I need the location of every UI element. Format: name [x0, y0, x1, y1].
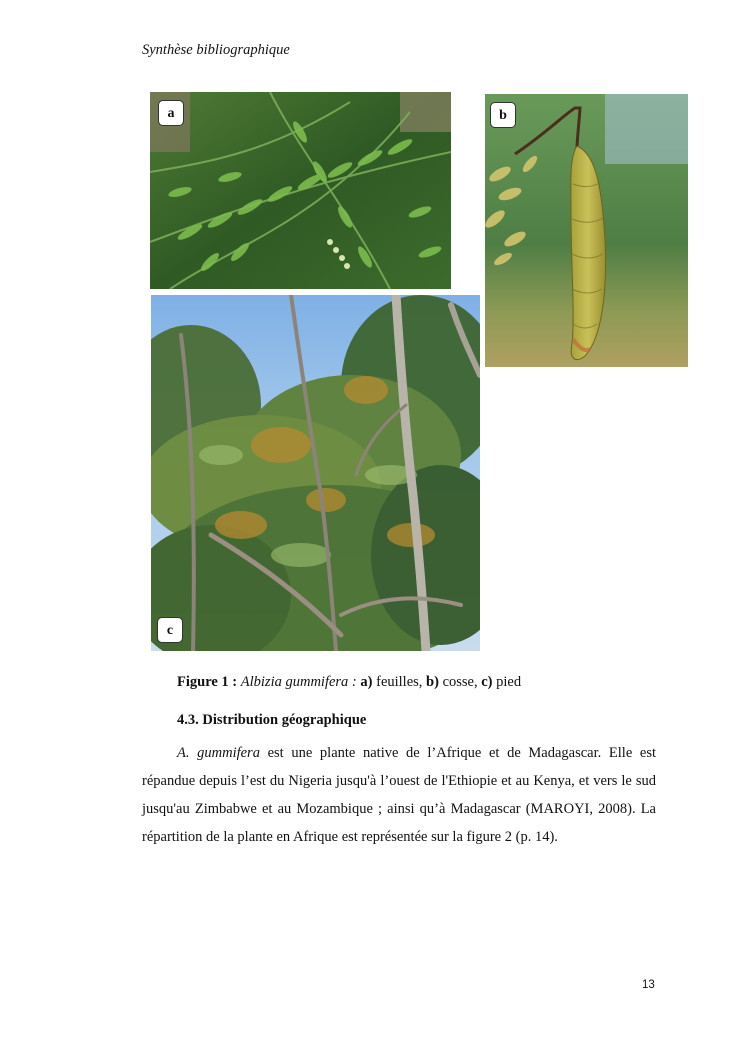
paragraph-species: A. gummifera	[177, 745, 260, 761]
caption-a-label: a)	[360, 674, 373, 690]
leaves-photo-icon	[150, 92, 451, 289]
caption-species: Albizia gummifera :	[240, 674, 357, 690]
leaves-photo	[150, 92, 451, 289]
running-header: Synthèse bibliographique	[142, 42, 290, 58]
caption-c-label: c)	[481, 674, 493, 690]
caption-a-text: feuilles,	[372, 674, 427, 690]
tree-photo-icon	[151, 295, 480, 651]
page-number: 13	[642, 979, 655, 991]
body-paragraph	[142, 739, 656, 851]
panel-label-c: c	[157, 617, 183, 643]
caption-b-label: b)	[426, 674, 439, 690]
tree-photo	[151, 295, 480, 651]
panel-label-b: b	[490, 102, 516, 128]
paragraph-text: est une plante native de l’Afrique et de Madagascar. Elle est répandue depuis l’est du Nigeria jusqu'à l’ouest de l'Ethiopie et au Kenya, et vers le sud jusqu'au Zimbabwe et au Mozambique ; ainsi qu’à Madagascar (MAROYI, 2008). La répartition de la plante en Afrique est représentée sur la figure 2 (p. 14).	[142, 745, 656, 845]
caption-prefix: Figure 1 :	[177, 674, 238, 690]
section-title: 4.3. Distribution géographique	[177, 712, 367, 728]
pod-photo-icon	[485, 94, 688, 367]
caption-b-text: cosse,	[438, 674, 482, 690]
figure-caption	[177, 674, 521, 691]
caption-c-text: pied	[492, 674, 522, 690]
pod-photo	[485, 94, 688, 367]
panel-label-a: a	[158, 100, 184, 126]
